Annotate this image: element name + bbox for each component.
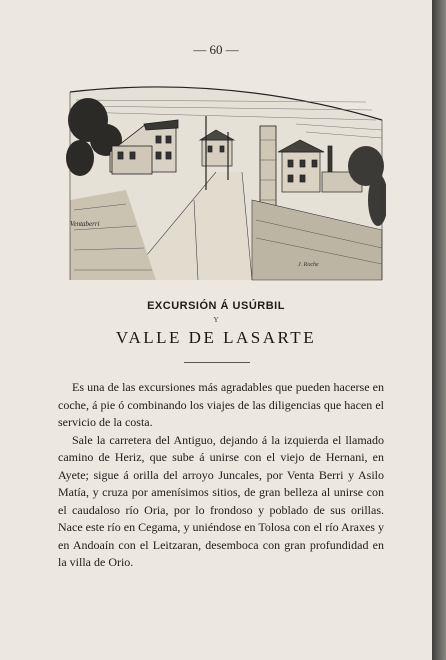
heading-conjunction: Y — [213, 316, 219, 324]
artist-signature: J. Roche — [298, 262, 319, 268]
paragraph: Es una de las excursiones más agradables que pueden hacerse en coche, á pie ó combinando los viajes de las diligencias que hacen el servicio de la costa. — [58, 380, 384, 429]
body-text — [58, 379, 384, 572]
engraving-illustration — [66, 80, 386, 282]
village-road-engraving — [66, 80, 386, 282]
illustration-caption: Ventaberri — [70, 220, 100, 228]
title-rule — [184, 362, 250, 363]
book-spine-shadow — [432, 0, 446, 660]
page-number: — 60 — — [193, 42, 239, 57]
section-subtitle: EXCURSIÓN Á USÚRBIL — [147, 300, 285, 312]
paragraph: Sale la carretera del Antiguo, dejando á la izquierda el llamado camino de Heriz, que sube á unirse con el viejo de Hernani, en Ayete; sigue á orilla del arroyo Juncales, por Venta Berri y Asilo Matía, y cruza por amenísimos sitios, de gran belleza al unirse con el caudaloso río Oria, por lo frondoso y poblado de sus orillas. Nace este río en Cegama, y uniéndose en Tolosa con el río Araxes y en Andoaín con el Leitzaran, desemboca con gran profundidad en la villa de Orio. — [58, 432, 384, 569]
section-title: VALLE DE LASARTE — [115, 328, 317, 347]
